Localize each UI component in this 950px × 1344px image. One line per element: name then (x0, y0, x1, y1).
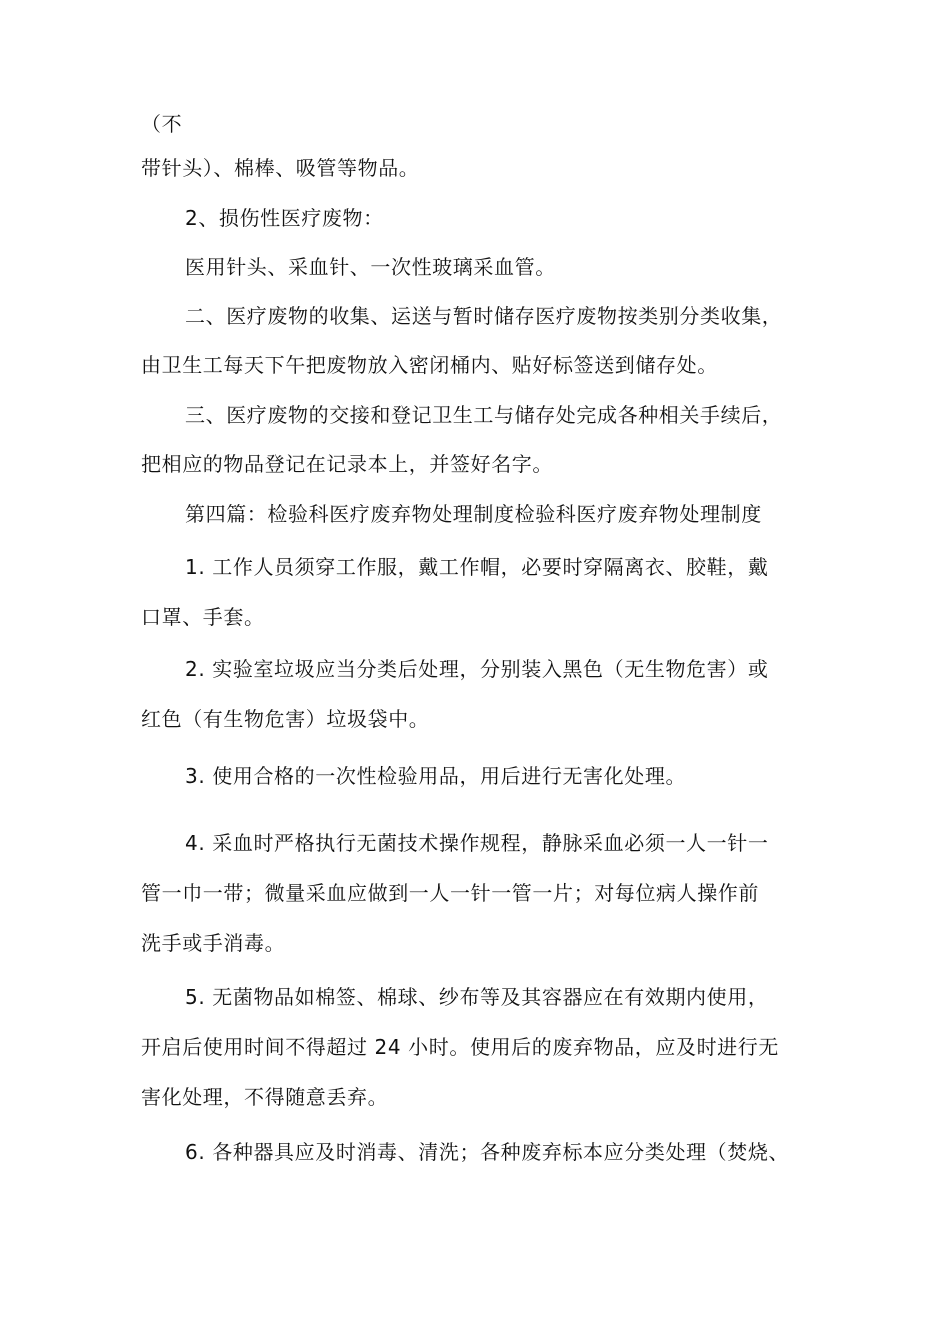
text-line: 口罩、手套。 (141, 605, 265, 629)
text-line: 把相应的物品登记在记录本上，并签好名字。 (141, 452, 553, 476)
text-line: 3. 使用合格的一次性检验用品，用后进行无害化处理。 (185, 764, 687, 788)
text-line: 1. 工作人员须穿工作服，戴工作帽，必要时穿隔离衣、胶鞋，戴 (185, 555, 769, 579)
text-line: 5. 无菌物品如棉签、棉球、纱布等及其容器应在有效期内使用， (185, 985, 769, 1009)
text-line: 洗手或手消毒。 (141, 931, 286, 955)
text-line: 由卫生工每天下午把废物放入密闭桶内、贴好标签送到储存处。 (141, 353, 718, 377)
text-line: 管一巾一带；微量采血应做到一人一针一管一片；对每位病人操作前 (141, 881, 759, 905)
text-line: 带针头）、棉棒、吸管等物品。 (141, 156, 420, 180)
text-line: 2. 实验室垃圾应当分类后处理，分别装入黑色（无生物危害）或 (185, 657, 769, 681)
text-line: 4. 采血时严格执行无菌技术操作规程，静脉采血必须一人一针一 (185, 831, 769, 855)
text-line: 三、医疗废物的交接和登记卫生工与储存处完成各种相关手续后， (185, 403, 783, 427)
text-line: 开启后使用时间不得超过 24 小时。使用后的废弃物品，应及时进行无 (141, 1035, 779, 1059)
text-line: 第四篇：检验科医疗废弃物处理制度检验科医疗废弃物处理制度 (185, 502, 762, 526)
text-line: 医用针头、采血针、一次性玻璃采血管。 (185, 255, 556, 279)
text-line: 二、医疗废物的收集、运送与暂时储存医疗废物按类别分类收集， (185, 304, 783, 328)
text-line: 红色（有生物危害）垃圾袋中。 (141, 707, 430, 731)
text-line: 6. 各种器具应及时消毒、清洗；各种废弃标本应分类处理（焚烧、 (185, 1140, 790, 1164)
text-line: 害化处理，不得随意丢弃。 (141, 1085, 389, 1109)
text-line: 2、损伤性医疗废物： (185, 206, 384, 230)
text-line: （不 (141, 112, 183, 136)
